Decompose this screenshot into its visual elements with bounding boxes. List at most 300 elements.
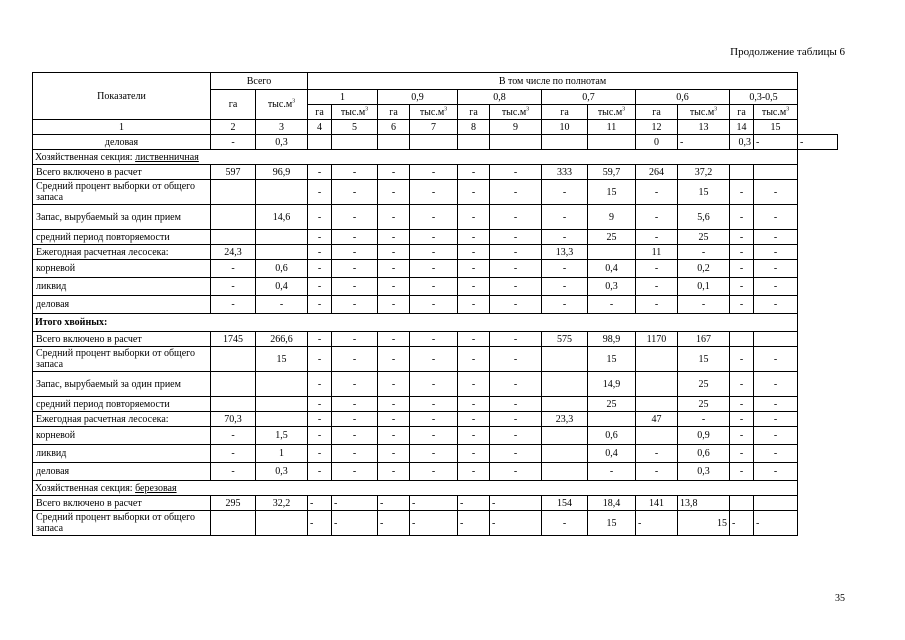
table-cell: -: [256, 296, 308, 314]
table-cell: -: [211, 427, 256, 445]
table-cell: -: [730, 412, 754, 427]
table-cell: [754, 332, 798, 347]
table-cell: -: [378, 412, 410, 427]
column-number: 1: [33, 120, 211, 135]
table-cell: 15: [588, 511, 636, 536]
table-cell: -: [490, 278, 542, 296]
table-cell: -: [678, 412, 730, 427]
table-cell: -: [378, 347, 410, 372]
row-label: Средний процент выборки от общего запаса: [33, 347, 211, 372]
table-cell: -: [410, 511, 458, 536]
table-cell: 15: [678, 511, 730, 536]
table-cell: -: [490, 496, 542, 511]
table-cell: -: [378, 205, 410, 230]
table-row: [33, 135, 838, 150]
table-cell: [542, 347, 588, 372]
table-cell: -: [490, 296, 542, 314]
table-row: [33, 445, 838, 463]
table-row: [33, 463, 838, 481]
table-cell: [730, 332, 754, 347]
table-cell: -: [636, 296, 678, 314]
table-cell: [490, 135, 542, 150]
row-label: корневой: [33, 260, 211, 278]
table-cell: 98,9: [588, 332, 636, 347]
table-cell: 167: [678, 332, 730, 347]
table-cell: [211, 372, 256, 397]
table-cell: -: [410, 397, 458, 412]
column-number: 2: [211, 120, 256, 135]
table-cell: -: [308, 296, 332, 314]
table-row: [33, 427, 838, 445]
total-header: Всего: [211, 73, 308, 90]
table-cell: -: [410, 205, 458, 230]
density-header: 0,8: [458, 90, 542, 105]
table-cell: -: [490, 372, 542, 397]
table-cell: 0,3: [256, 463, 308, 481]
table-cell: -: [308, 180, 332, 205]
unit-volume-header: $тыс.м^3$: [754, 105, 798, 120]
row-label: деловая: [33, 463, 211, 481]
table-cell: 575: [542, 332, 588, 347]
table-cell: -: [308, 205, 332, 230]
table-cell: [256, 230, 308, 245]
table-cell: -: [490, 260, 542, 278]
unit-volume-header: $тыс.м^3$: [490, 105, 542, 120]
table-cell: [636, 372, 678, 397]
table-cell: -: [730, 230, 754, 245]
table-row: [33, 245, 838, 260]
table-row: [33, 397, 838, 412]
table-cell: -: [754, 445, 798, 463]
table-cell: -: [730, 245, 754, 260]
table-cell: -: [458, 278, 490, 296]
table-cell: [256, 372, 308, 397]
table-cell: -: [490, 397, 542, 412]
column-number: 8: [458, 120, 490, 135]
table-cell: -: [730, 296, 754, 314]
table-cell: -: [458, 511, 490, 536]
table-cell: -: [332, 496, 378, 511]
table-cell: -: [308, 245, 332, 260]
table-cell: 0,4: [588, 445, 636, 463]
table-cell: -: [542, 260, 588, 278]
table-cell: [256, 511, 308, 536]
table-cell: -: [490, 427, 542, 445]
table-cell: 11: [636, 245, 678, 260]
table-cell: -: [458, 296, 490, 314]
table-cell: -: [754, 180, 798, 205]
table-cell: -: [332, 463, 378, 481]
density-header: 0,7: [542, 90, 636, 105]
table-cell: 0,3: [588, 278, 636, 296]
row-label: Средний процент выборки от общего запаса: [33, 180, 211, 205]
unit-ha-header: га: [542, 105, 588, 120]
table-cell: -: [754, 135, 798, 150]
table-cell: -: [410, 260, 458, 278]
table-cell: -: [410, 427, 458, 445]
table-cell: 1,5: [256, 427, 308, 445]
table-cell: -: [332, 165, 378, 180]
table-cell: -: [490, 347, 542, 372]
table-cell: -: [458, 412, 490, 427]
table-cell: -: [490, 463, 542, 481]
table-cell: -: [754, 278, 798, 296]
table-cell: -: [754, 296, 798, 314]
table-cell: -: [542, 511, 588, 536]
table-cell: -: [332, 180, 378, 205]
table-cell: 24,3: [211, 245, 256, 260]
table-cell: -: [410, 180, 458, 205]
table-cell: -: [542, 180, 588, 205]
table-cell: -: [410, 463, 458, 481]
table-cell: [211, 511, 256, 536]
table-cell: 13,3: [542, 245, 588, 260]
table-cell: -: [332, 397, 378, 412]
row-label: деловая: [33, 296, 211, 314]
table-row: [33, 165, 838, 180]
table-cell: -: [490, 180, 542, 205]
table-cell: -: [332, 347, 378, 372]
table-cell: [256, 412, 308, 427]
table-cell: [542, 445, 588, 463]
unit-ha-header: га: [458, 105, 490, 120]
table-cell: [636, 347, 678, 372]
table-cell: -: [490, 332, 542, 347]
table-cell: -: [211, 278, 256, 296]
table-cell: -: [332, 245, 378, 260]
table-cell: -: [754, 463, 798, 481]
section-header-row: [33, 481, 838, 496]
table-cell: -: [754, 245, 798, 260]
table-cell: -: [754, 230, 798, 245]
table-cell: [332, 135, 378, 150]
table-cell: 25: [678, 230, 730, 245]
table-cell: -: [458, 165, 490, 180]
table-cell: -: [378, 511, 410, 536]
table-cell: -: [458, 205, 490, 230]
group-title: Итого хвойных:: [33, 314, 798, 332]
table-cell: 1: [256, 445, 308, 463]
table-cell: [730, 165, 754, 180]
group-total-row: [33, 314, 838, 332]
column-number: 10: [542, 120, 588, 135]
table-cell: -: [730, 278, 754, 296]
table-cell: -: [410, 347, 458, 372]
table-row: [33, 332, 838, 347]
table-row: [33, 180, 838, 205]
table-cell: -: [636, 278, 678, 296]
table-cell: -: [332, 511, 378, 536]
table-cell: -: [308, 427, 332, 445]
column-number: 5: [332, 120, 378, 135]
table-cell: -: [458, 463, 490, 481]
table-cell: -: [458, 445, 490, 463]
table-cell: -: [332, 332, 378, 347]
table-cell: -: [458, 372, 490, 397]
row-label: Всего включено в расчет: [33, 332, 211, 347]
table-cell: -: [730, 427, 754, 445]
column-number: 11: [588, 120, 636, 135]
table-cell: -: [588, 463, 636, 481]
table-cell: 15: [678, 180, 730, 205]
table-cell: -: [754, 412, 798, 427]
table-cell: [636, 397, 678, 412]
table-cell: 266,6: [256, 332, 308, 347]
table-cell: [588, 245, 636, 260]
table-cell: 5,6: [678, 205, 730, 230]
table-cell: -: [332, 427, 378, 445]
table-cell: -: [378, 463, 410, 481]
page-number: 35: [835, 593, 845, 604]
table-cell: -: [754, 260, 798, 278]
table-cell: 14,6: [256, 205, 308, 230]
column-number: 6: [378, 120, 410, 135]
table-cell: 0,3: [678, 463, 730, 481]
table-cell: 1745: [211, 332, 256, 347]
table-cell: -: [678, 296, 730, 314]
table-cell: -: [378, 245, 410, 260]
table-cell: 295: [211, 496, 256, 511]
row-label: корневой: [33, 427, 211, 445]
table-cell: -: [332, 372, 378, 397]
table-cell: -: [378, 445, 410, 463]
table-cell: -: [410, 245, 458, 260]
table-cell: 0,6: [678, 445, 730, 463]
row-label: Запас, вырубаемый за один прием: [33, 372, 211, 397]
density-header: 0,9: [378, 90, 458, 105]
table-cell: -: [378, 230, 410, 245]
column-number: 14: [730, 120, 754, 135]
table-cell: -: [636, 260, 678, 278]
table-cell: 13,8: [678, 496, 730, 511]
total-volume-header: $тыс.м^3$: [256, 90, 308, 120]
table-cell: 9: [588, 205, 636, 230]
table-cell: 37,2: [678, 165, 730, 180]
table-cell: -: [490, 511, 542, 536]
table-cell: -: [730, 445, 754, 463]
total-ha-header: га: [211, 90, 256, 120]
row-label: Ежегодная расчетная лесосека:: [33, 412, 211, 427]
table-cell: -: [542, 205, 588, 230]
table-cell: -: [308, 372, 332, 397]
indicators-header: Показатели: [33, 73, 211, 120]
table-cell: 25: [588, 230, 636, 245]
table-cell: -: [308, 397, 332, 412]
table-cell: -: [754, 205, 798, 230]
table-cell: -: [378, 260, 410, 278]
density-header: 0,3-0,5: [730, 90, 798, 105]
table-cell: 25: [678, 397, 730, 412]
table-cell: -: [458, 347, 490, 372]
column-number: 13: [678, 120, 730, 135]
table-cell: 59,7: [588, 165, 636, 180]
table-cell: 14,9: [588, 372, 636, 397]
by-density-header: В том числе по полнотам: [308, 73, 798, 90]
column-number: 15: [754, 120, 798, 135]
table-cell: 0,2: [678, 260, 730, 278]
table-cell: -: [410, 445, 458, 463]
table-cell: -: [636, 463, 678, 481]
table-cell: [542, 427, 588, 445]
table-cell: [754, 165, 798, 180]
table-cell: -: [754, 347, 798, 372]
column-number: 9: [490, 120, 542, 135]
table-cell: -: [636, 511, 678, 536]
table-cell: [211, 397, 256, 412]
table-cell: -: [636, 445, 678, 463]
column-number: 7: [410, 120, 458, 135]
table-cell: -: [410, 332, 458, 347]
table-cell: 1170: [636, 332, 678, 347]
unit-volume-header: $тыс.м^3$: [410, 105, 458, 120]
table-cell: 32,2: [256, 496, 308, 511]
table-cell: -: [754, 427, 798, 445]
table-cell: 141: [636, 496, 678, 511]
table-cell: [256, 180, 308, 205]
table-cell: -: [308, 260, 332, 278]
table-cell: -: [332, 412, 378, 427]
table-cell: -: [378, 165, 410, 180]
table-cell: 70,3: [211, 412, 256, 427]
unit-ha-header: га: [636, 105, 678, 120]
table-cell: [308, 135, 332, 150]
row-label: Запас, вырубаемый за один прием: [33, 205, 211, 230]
table-cell: -: [410, 412, 458, 427]
table-cell: [211, 230, 256, 245]
table-cell: -: [542, 278, 588, 296]
row-label: ликвид: [33, 445, 211, 463]
table-cell: -: [410, 230, 458, 245]
table-cell: -: [490, 165, 542, 180]
row-label: Средний процент выборки от общего запаса: [33, 511, 211, 536]
table-cell: 333: [542, 165, 588, 180]
table-cell: [542, 397, 588, 412]
table-cell: [256, 245, 308, 260]
table-cell: -: [458, 397, 490, 412]
table-cell: [211, 180, 256, 205]
table-cell: 18,4: [588, 496, 636, 511]
table-cell: -: [542, 230, 588, 245]
column-number: 12: [636, 120, 678, 135]
table-cell: -: [490, 230, 542, 245]
table-cell: [542, 135, 588, 150]
table-cell: -: [378, 296, 410, 314]
table-cell: -: [410, 165, 458, 180]
table-cell: -: [332, 278, 378, 296]
table-cell: 0,6: [256, 260, 308, 278]
table-cell: -: [410, 278, 458, 296]
table-cell: [754, 496, 798, 511]
table-cell: 96,9: [256, 165, 308, 180]
table-body: [33, 135, 838, 536]
table-cell: [588, 135, 636, 150]
unit-ha-header: га: [730, 105, 754, 120]
table-cell: -: [730, 347, 754, 372]
table-cell: -: [378, 180, 410, 205]
table-cell: 597: [211, 165, 256, 180]
table-cell: -: [588, 296, 636, 314]
column-number: 4: [308, 120, 332, 135]
table-cell: [588, 412, 636, 427]
table-cell: 15: [588, 180, 636, 205]
table-cell: 15: [588, 347, 636, 372]
table-row: [33, 496, 838, 511]
unit-ha-header: га: [378, 105, 410, 120]
table-continuation-note: Продолжение таблицы 6: [730, 46, 845, 58]
table-cell: -: [730, 397, 754, 412]
row-label: деловая: [33, 135, 211, 150]
table-cell: 15: [256, 347, 308, 372]
table-row: [33, 278, 838, 296]
row-label: средний период повторяемости: [33, 230, 211, 245]
table-cell: -: [308, 463, 332, 481]
table-cell: [636, 427, 678, 445]
table-cell: -: [308, 230, 332, 245]
table-cell: -: [308, 412, 332, 427]
table-cell: 0,6: [588, 427, 636, 445]
table-cell: [730, 496, 754, 511]
table-cell: 15: [678, 347, 730, 372]
table-cell: 0,9: [678, 427, 730, 445]
table-cell: -: [730, 260, 754, 278]
unit-volume-header: $тыс.м^3$: [332, 105, 378, 120]
table-row: [33, 511, 838, 536]
table-cell: -: [458, 332, 490, 347]
table-cell: -: [378, 496, 410, 511]
table-cell: 23,3: [542, 412, 588, 427]
table-cell: -: [730, 463, 754, 481]
table-cell: -: [378, 397, 410, 412]
table-cell: -: [458, 180, 490, 205]
unit-volume-header: $тыс.м^3$: [588, 105, 636, 120]
table-cell: 154: [542, 496, 588, 511]
table-cell: -: [730, 511, 754, 536]
table-cell: -: [332, 445, 378, 463]
table-cell: -: [798, 135, 838, 150]
table-cell: 0,1: [678, 278, 730, 296]
table-cell: -: [211, 463, 256, 481]
row-label: Всего включено в расчет: [33, 496, 211, 511]
table-cell: -: [754, 372, 798, 397]
table-cell: -: [490, 245, 542, 260]
table-cell: -: [211, 135, 256, 150]
table-cell: -: [754, 511, 798, 536]
table-cell: -: [308, 445, 332, 463]
table-cell: 0: [636, 135, 678, 150]
row-label: Всего включено в расчет: [33, 165, 211, 180]
table-cell: -: [490, 412, 542, 427]
table-row: [33, 205, 838, 230]
table-cell: -: [308, 332, 332, 347]
table-cell: -: [332, 260, 378, 278]
column-number: 3: [256, 120, 308, 135]
table-cell: 47: [636, 412, 678, 427]
table-row: [33, 372, 838, 397]
table-cell: 25: [588, 397, 636, 412]
table-cell: [410, 135, 458, 150]
table-cell: -: [211, 445, 256, 463]
row-label: Ежегодная расчетная лесосека:: [33, 245, 211, 260]
table-cell: -: [458, 245, 490, 260]
table-cell: -: [211, 296, 256, 314]
table-cell: -: [636, 230, 678, 245]
table-cell: -: [308, 278, 332, 296]
table-cell: -: [458, 427, 490, 445]
table-cell: 0,4: [588, 260, 636, 278]
table-row: [33, 296, 838, 314]
table-cell: 25: [678, 372, 730, 397]
table-cell: -: [458, 496, 490, 511]
